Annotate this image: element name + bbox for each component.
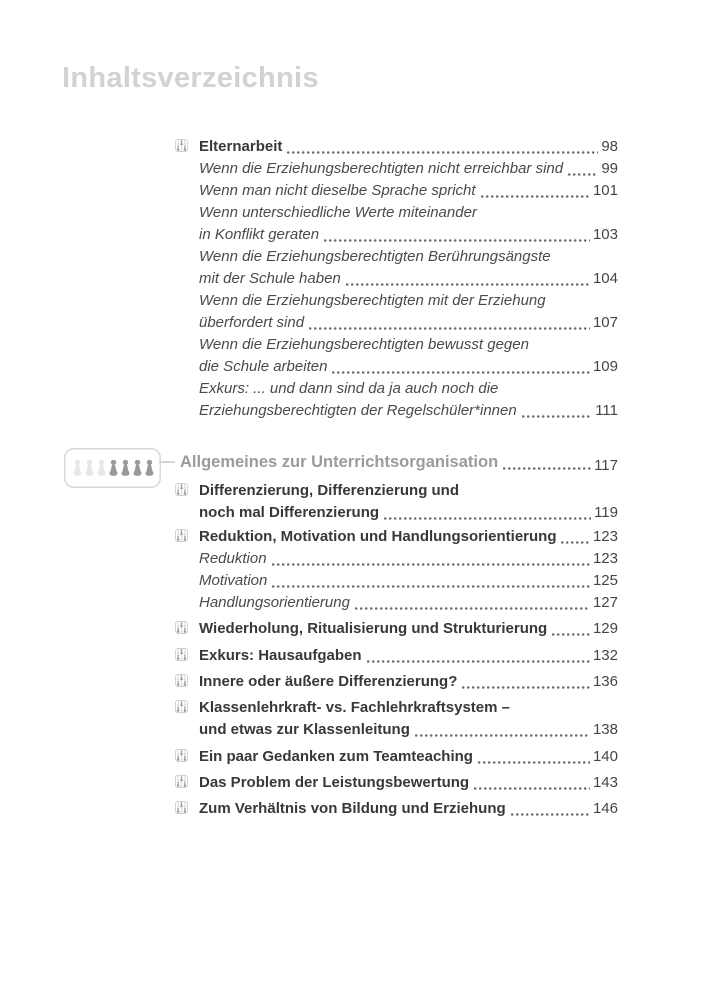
page-number: 125 [592,572,618,589]
pawn-mini-icon [175,483,188,496]
dotted-leader [415,734,590,737]
toc-row [175,137,618,157]
toc-row-text: Differenzierung, Differenzierung und [199,482,460,499]
toc-row-text: noch mal Differenzierung [199,504,380,521]
dotted-leader [522,415,592,418]
toc-row-text: mit der Schule haben [199,270,341,287]
dotted-leader [568,173,598,176]
pawn-mini-icon [175,775,188,788]
pawn-mini-icon [175,801,188,814]
toc-row [175,619,618,639]
toc-row-text: Zum Verhältnis von Bildung und Erziehung [199,800,506,817]
toc-row-text: Erziehungsberechtigten der Regelschüler*innen [199,402,517,419]
toc-row-text: Handlungsorientierung [199,594,350,611]
pawn-mini-icon [175,674,188,687]
toc-row-text: Ein paar Gedanken zum Teamteaching [199,748,473,765]
toc-row [199,379,618,399]
toc-row [199,247,618,267]
toc-row [175,527,618,547]
toc-row [175,747,618,767]
page-number: 127 [592,594,618,611]
toc-row [199,225,618,245]
dotted-leader [552,633,590,636]
dotted-leader [474,787,590,790]
toc-row [175,481,618,501]
page-number: 111 [595,402,618,419]
toc-row-text: Wenn die Erziehungsberechtigten bewusst gegen [199,336,529,353]
section-header-label: Allgemeines zur Unterrichtsorganisation [180,453,499,471]
toc-row-text: Wenn unterschiedliche Werte miteinander [199,204,477,221]
pawn-mini-icon [175,700,188,713]
page-number: 101 [592,182,618,199]
dotted-leader [287,151,598,154]
toc-row [199,720,618,740]
toc-row-text: Wenn die Erziehungsberechtigten nicht erreichbar sind [199,160,564,177]
toc-row-text: überfordert sind [199,314,305,331]
page-number: 143 [592,774,618,791]
page-number: 129 [592,620,618,637]
dotted-leader [478,761,590,764]
toc-row [199,571,618,591]
toc-row-text: Wenn man nicht dieselbe Sprache spricht [199,182,476,199]
page-title: Inhaltsverzeichnis [62,62,319,94]
toc-row-text: Klassenlehrkraft- vs. Fachlehrkraftsystem – [199,699,510,716]
toc-row [199,549,618,569]
toc-row-text: Reduktion [199,550,267,567]
toc-row-text: Exkurs: ... und dann sind da ja auch noch die [199,380,499,397]
dotted-leader [384,517,591,520]
dotted-leader [355,607,590,610]
page-number: 119 [594,504,618,521]
dotted-leader [367,660,590,663]
toc-row [175,773,618,793]
toc-row [175,698,618,718]
dotted-leader [272,563,590,566]
toc-row-text: Wenn die Erziehungsberechtigten Berührungsängste [199,248,551,265]
toc-row-text: in Konflikt geraten [199,226,320,243]
toc-row [175,672,618,692]
toc-row [199,335,618,355]
toc-row-text: Wiederholung, Ritualisierung und Strukturierung [199,620,548,637]
toc-row-text: Motivation [199,572,268,589]
toc-row-text: Reduktion, Motivation und Handlungsorientierung [199,528,557,545]
dotted-leader [503,467,591,470]
toc-row-text: Wenn die Erziehungsberechtigten mit der Erziehung [199,292,546,309]
page-number: 109 [592,358,618,375]
toc-row-text: Elternarbeit [199,138,283,155]
toc-row-text: Innere oder äußere Differenzierung? [199,673,458,690]
page-number: 146 [592,800,618,817]
dotted-leader [324,239,590,242]
connector-line [159,461,175,463]
pawn-mini-icon [175,648,188,661]
toc-row [199,357,618,377]
page-number: 136 [592,673,618,690]
toc-row [199,291,618,311]
toc-row [175,799,618,819]
page-number: 132 [592,647,618,664]
toc-row [199,313,618,333]
page-number: 123 [592,550,618,567]
page-number: 123 [592,528,618,545]
toc-row-text: Exkurs: Hausaufgaben [199,647,362,664]
toc-row [199,401,618,421]
dotted-leader [346,283,590,286]
dotted-leader [481,195,590,198]
toc-row [199,181,618,201]
page-number: 98 [601,138,618,155]
toc-row [199,159,618,179]
page-number: 99 [601,160,618,177]
page-number: 104 [592,270,618,287]
page-number: 138 [592,721,618,738]
page-number: 117 [594,457,618,474]
toc-row-text: die Schule arbeiten [199,358,328,375]
toc-row [175,646,618,666]
page-number: 103 [592,226,618,243]
toc-row [199,269,618,289]
dotted-leader [511,813,590,816]
pawn-group-icon [64,448,161,488]
toc-row [199,593,618,613]
toc-row [199,203,618,223]
section-header [180,452,618,474]
dotted-leader [332,371,590,374]
pawn-mini-icon [175,749,188,762]
pawn-mini-icon [175,139,188,152]
dotted-leader [272,585,590,588]
toc-row-text: und etwas zur Klassenleitung [199,721,410,738]
pawn-mini-icon [175,621,188,634]
page-number: 107 [592,314,618,331]
toc-row [199,503,618,523]
dotted-leader [561,541,589,544]
pawn-mini-icon [175,529,188,542]
toc-row-text: Das Problem der Leistungsbewertung [199,774,470,791]
page-number: 140 [592,748,618,765]
dotted-leader [462,686,590,689]
dotted-leader [309,327,590,330]
